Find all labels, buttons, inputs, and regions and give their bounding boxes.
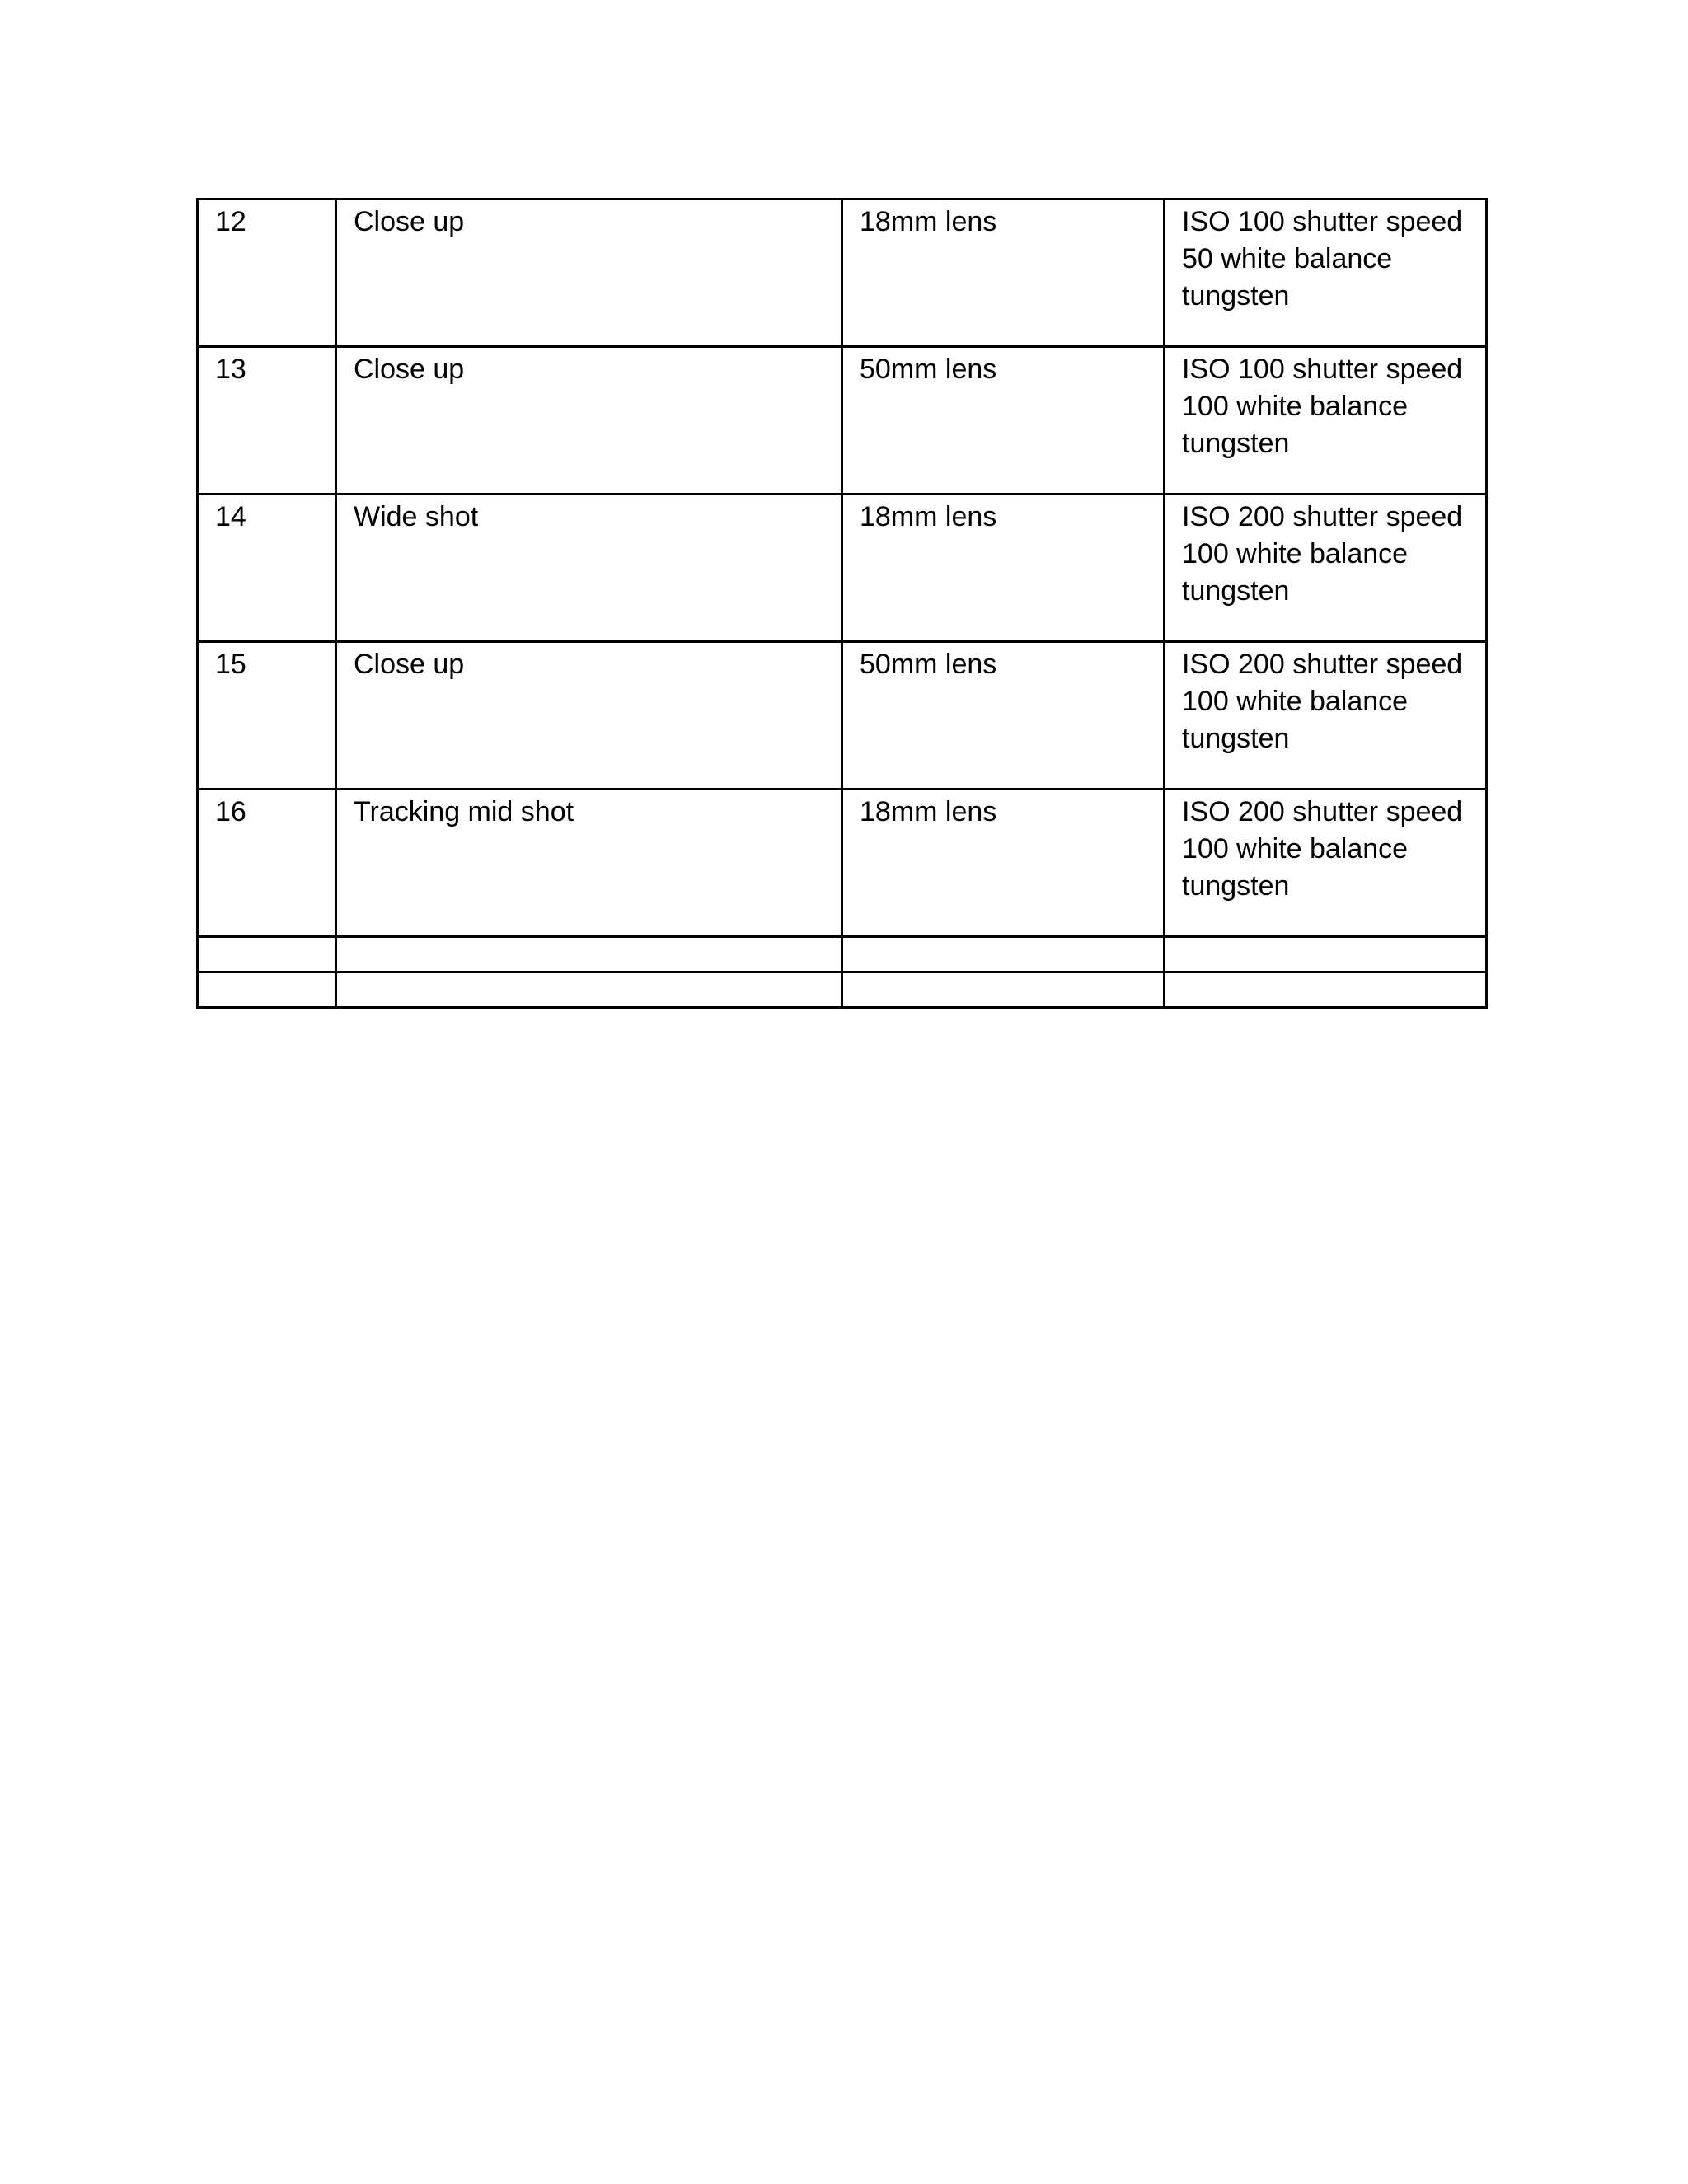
camera-settings-cell: ISO 200 shutter speed 100 white balance tungsten [1165,642,1487,790]
table-row [198,347,1487,494]
table-row-empty [198,937,1487,972]
camera-settings-cell: ISO 100 shutter speed 50 white balance tungsten [1165,199,1487,347]
table-row-empty [198,972,1487,1008]
empty-cell [1165,972,1487,1008]
shot-number-cell: 14 [198,494,336,642]
shot-type-cell: Tracking mid shot [336,790,842,937]
lens-cell: 18mm lens [842,199,1165,347]
table-row [198,494,1487,642]
empty-cell [336,937,842,972]
shot-type-cell: Wide shot [336,494,842,642]
shot-number-cell: 12 [198,199,336,347]
lens-cell: 50mm lens [842,347,1165,494]
empty-cell [842,937,1165,972]
camera-settings-cell: ISO 200 shutter speed 100 white balance tungsten [1165,494,1487,642]
shot-type-cell: Close up [336,347,842,494]
shot-type-cell: Close up [336,199,842,347]
empty-cell [1165,937,1487,972]
lens-cell: 50mm lens [842,642,1165,790]
shot-number-cell: 16 [198,790,336,937]
shot-type-cell: Close up [336,642,842,790]
table-row [198,642,1487,790]
empty-cell [198,937,336,972]
shot-list-table [196,198,1488,1009]
empty-cell [198,972,336,1008]
lens-cell: 18mm lens [842,790,1165,937]
empty-cell [336,972,842,1008]
camera-settings-cell: ISO 100 shutter speed 100 white balance tungsten [1165,347,1487,494]
lens-cell: 18mm lens [842,494,1165,642]
table-row [198,199,1487,347]
empty-cell [842,972,1165,1008]
table-row [198,790,1487,937]
camera-settings-cell: ISO 200 shutter speed 100 white balance tungsten [1165,790,1487,937]
shot-number-cell: 15 [198,642,336,790]
shot-number-cell: 13 [198,347,336,494]
